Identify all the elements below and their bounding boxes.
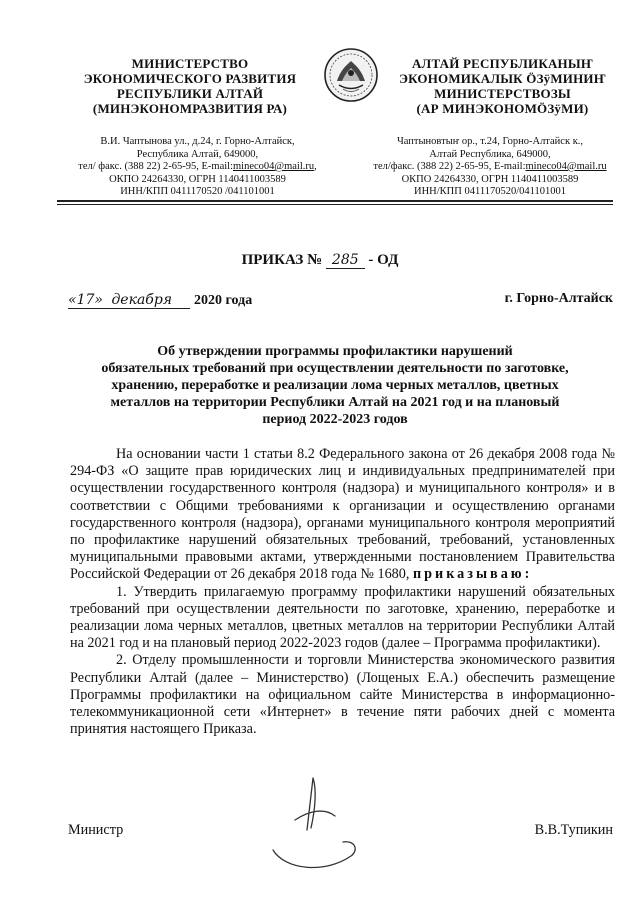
ministry-name-line: РЕСПУБЛИКИ АЛТАЙ: [116, 86, 264, 101]
date-line: [68, 291, 613, 311]
clause-1: 1. Утвердить прилагаемую программу профилактики нарушений обязательных требований при осуществлении деятельности по заготовке, хранению, переработке и реализации лома черных металлов, цветных металлов на территории Республики Алтай на 2021 год и на плановый период 2022-2023 годов (далее – Программа профилактики).: [70, 583, 615, 652]
contact-line: [55, 161, 340, 174]
phone-text: тел/ факс. (388 22) 2-65-95, E-mail:: [78, 161, 233, 172]
altai-emblem-icon: [323, 47, 379, 103]
ministry-name-line: МИНИСТЕРСТВОЗЫ: [434, 86, 571, 101]
subject-line: Об утверждении программы профилактики нарушений: [157, 344, 513, 359]
signature-block: [68, 822, 613, 839]
ministry-name-line: ЭКОНОМИЧЕСКОГО РАЗВИТИЯ: [83, 71, 297, 86]
quote-mark: «: [68, 292, 77, 308]
address-line: Республика Алтай, 649000,: [136, 148, 259, 160]
city-name: г. Горно-Алтайск: [504, 291, 613, 306]
ministry-name-altai: [385, 56, 620, 116]
preamble-paragraph: [70, 446, 615, 584]
address-line: Алтай Республика, 649000,: [429, 148, 551, 160]
address-line: ОКПО 24264330, ОГРН 1140411003589: [401, 173, 579, 185]
subject-line: хранению, переработке и реализации лома черных металлов, цветных: [111, 378, 559, 393]
signer-name: В.В.Тупикин: [534, 822, 613, 838]
order-prefix: ПРИКАЗ №: [241, 252, 323, 268]
handwritten-date: [68, 292, 190, 309]
subject-line: обязательных требований при осуществлении деятельности по заготовке,: [101, 361, 569, 376]
ministry-name-russian: [65, 56, 315, 116]
address-line: ИНН/КПП 0411170520/041101001: [414, 186, 566, 197]
address-line: ИНН/КПП 0411170520 /041101001: [120, 186, 275, 197]
date-year: 2020 года: [194, 293, 253, 308]
order-title: [0, 252, 640, 269]
signer-position: Министр: [68, 822, 124, 838]
ministry-name-line: ЭКОНОМИКАЛЫК ÖЗÿМИНИҤ: [399, 71, 606, 86]
order-subject: [60, 343, 610, 428]
subject-line: металлов на территории Республики Алтай на 2021 год и на плановый: [110, 395, 560, 410]
date-month: декабря: [111, 292, 173, 308]
order-number: 285: [326, 252, 365, 269]
ministry-name-line: (МИНЭКОНОМРАЗВИТИЯ РА): [92, 101, 288, 116]
decree-word: приказываю:: [412, 566, 533, 583]
date-day: 17: [76, 292, 95, 308]
subject-line: период 2022-2023 годов: [262, 412, 408, 427]
ministry-name-line: МИНИСТЕРСТВО: [131, 56, 249, 71]
address-line: Чаптыновтыҥ ор., т.24, Горно-Алтайск к.,: [396, 136, 584, 147]
quote-mark: »: [94, 292, 103, 308]
address-block-left: [55, 136, 340, 199]
contact-line: [350, 161, 630, 174]
clause-2: 2. Отделу промышленности и торговли Министерства экономического развития Республики Алтай (далее – Министерство) (Лощеных Е.А.) обеспечить размещение Программы профилактики на официальном сайте Министерства в информационно-телекоммуникационной сети «Интернет» в течение пяти рабочих дней с момента принятия настоящего Приказа.: [70, 652, 615, 738]
order-body: [70, 446, 615, 738]
address-line: ОКПО 24264330, ОГРН 1140411003589: [109, 173, 286, 185]
email-link[interactable]: mineco04@mail.ru: [525, 161, 607, 172]
ministry-name-line: АЛТАЙ РЕСПУБЛИКАНЫҤ: [411, 56, 594, 71]
ministry-name-line: (АР МИНЭКОНОМÖЗÿМИ): [416, 101, 589, 116]
order-suffix: - ОД: [368, 252, 399, 268]
header-divider-thin: [57, 204, 613, 205]
phone-text: тел/факс. (388 22) 2-65-95, E-mail:: [373, 161, 526, 172]
address-line: В.И. Чаптынова ул., д.24, г. Горно-Алтайск,: [100, 136, 295, 147]
preamble-text: На основании части 1 статьи 8.2 Федерального закона от 26 декабря 2008 года № 294-ФЗ «О защите прав юридических лиц и индивидуальных предпринимателей при осуществлении государственного контроля (надзора) и муниципального контроля» и в соответствии с Общими требованиями к организации и осуществлению органами государственного контроля (надзора), органами муниципального контроля мероприятий по профилактике нарушений обязательных требований, требований, установленных муниципальными правовыми актами, утвержденными постановлением Правительства Российской Федерации от 26 декабря 2018 года № 1680,: [70, 446, 615, 583]
header-divider-thick: [57, 200, 613, 202]
separator: ,: [314, 161, 317, 172]
address-block-right: [350, 136, 630, 199]
email-link[interactable]: mineco04@mail.ru: [233, 161, 315, 172]
